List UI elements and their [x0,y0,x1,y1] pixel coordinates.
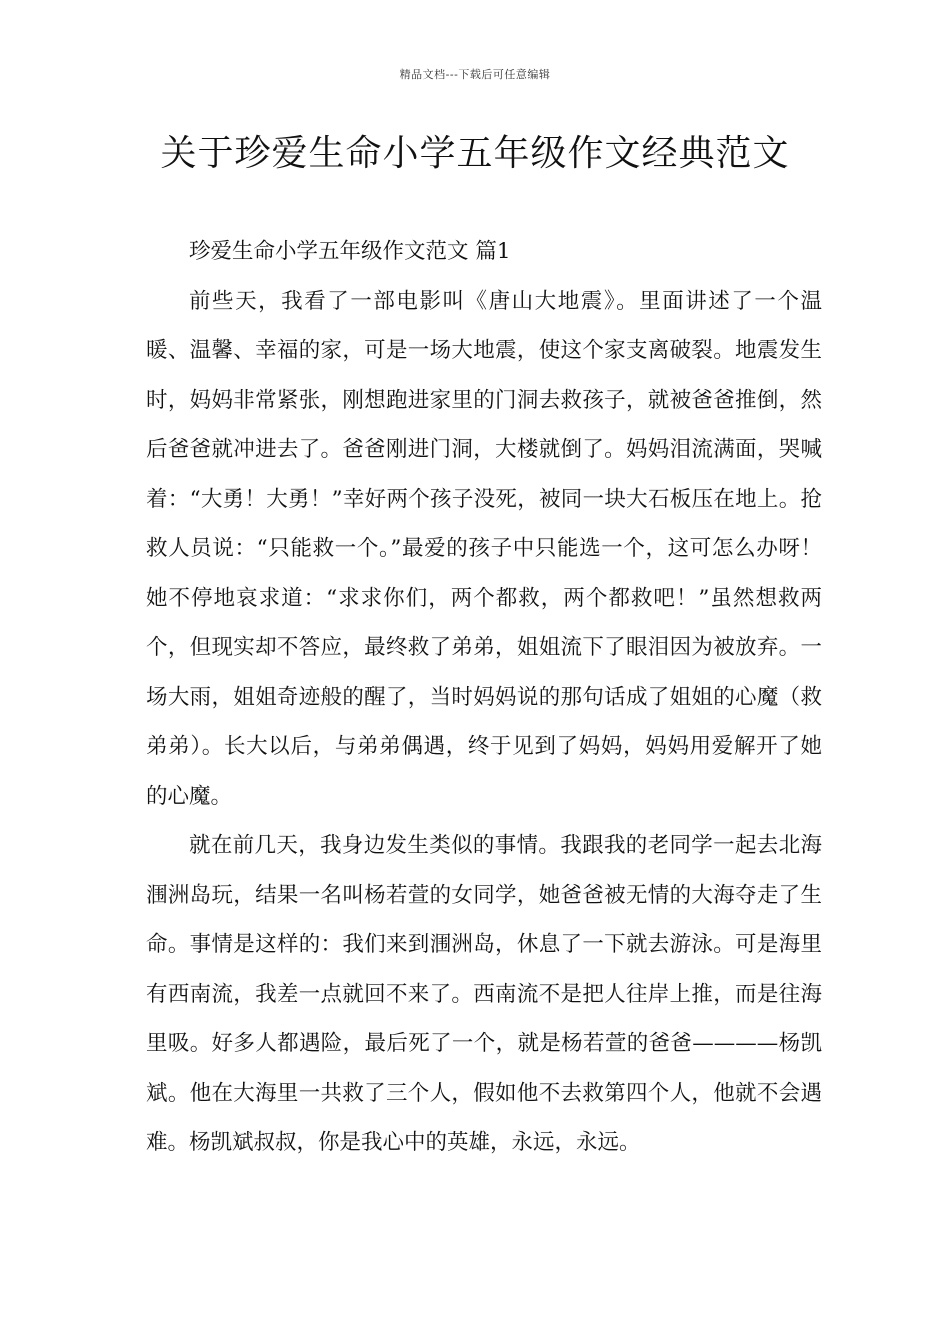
document-body [146,227,822,1168]
header-note: 精品文档---下载后可任意编辑 [399,68,551,81]
body-paragraph-1: 前些天，我看了一部电影叫《唐山大地震》。里面讲述了一个温暖、温馨、幸福的家，可是一场大地震，使这个家支离破裂。地震发生时，妈妈非常紧张，刚想跑进家里的门洞去救孩子，就被爸爸推倒，然后爸爸就冲进去了。爸爸刚进门洞，大楼就倒了。妈妈泪流满面，哭喊着：“大勇！大勇！”幸好两个孩子没死，被同一块大石板压在地上。抢救人员说：“只能救一个。”最爱的孩子中只能选一个，这可怎么办呀！她不停地哀求道：“求求你们，两个都救，两个都救吧！”虽然想救两个，但现实却不答应，最终救了弟弟，姐姐流下了眼泪因为被放弃。一场大雨，姐姐奇迹般的醒了，当时妈妈说的那句话成了姐姐的心魔（救弟弟）。长大以后，与弟弟偶遇，终于见到了妈妈，妈妈用爱解开了她的心魔。 [146,288,822,809]
body-paragraph-2: 就在前几天，我身边发生类似的事情。我跟我的老同学一起去北海涠洲岛玩，结果一名叫杨若萱的女同学，她爸爸被无情的大海夺走了生命。事情是这样的：我们来到涠洲岛，休息了一下就去游泳。可是海里有西南流，我差一点就回不来了。西南流不是把人往岸上推，而是往海里吸。好多人都遇险，最后死了一个，就是杨若萱的爸爸————杨凯斌。他在大海里一共救了三个人，假如他不去救第四个人，他就不会遇难。杨凯斌叔叔，你是我心中的英雄，永远，永远。 [146,833,822,1155]
document-title: 关于珍爱生命小学五年级作文经典范文 [160,133,790,174]
section-subtitle: 珍爱生命小学五年级作文范文 篇1 [189,239,511,264]
